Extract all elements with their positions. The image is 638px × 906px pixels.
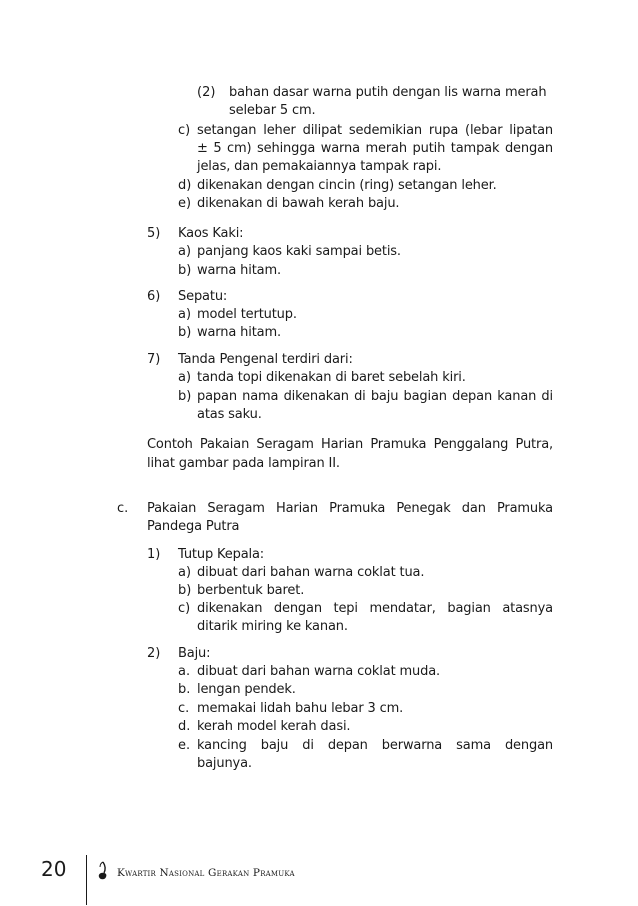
text-line: Pandega Putra bbox=[147, 519, 240, 534]
text-line: warna hitam. bbox=[197, 325, 281, 340]
text-line: dibuat dari bahan warna coklat muda. bbox=[197, 664, 440, 679]
tunas-kelapa-logo-icon bbox=[94, 860, 112, 882]
text-line: Kaos Kaki: bbox=[178, 226, 244, 241]
list-marker: d. bbox=[178, 719, 191, 734]
list-marker: c. bbox=[117, 501, 129, 516]
list-marker: 7) bbox=[147, 352, 161, 367]
text-line: atas saku. bbox=[197, 407, 262, 422]
text-line: lihat gambar pada lampiran II. bbox=[147, 456, 340, 471]
text-line: Sepatu: bbox=[178, 289, 228, 304]
list-marker: b) bbox=[178, 583, 192, 598]
page-number: 20 bbox=[41, 857, 67, 881]
text-line: model tertutup. bbox=[197, 307, 297, 322]
text-line: berbentuk baret. bbox=[197, 583, 305, 598]
text-line: kancing baju di depan berwarna sama dengan bbox=[197, 738, 553, 753]
text-line: bajunya. bbox=[197, 756, 252, 771]
text-line: papan nama dikenakan di baju bagian depan kanan di bbox=[197, 389, 553, 404]
footer-divider bbox=[86, 855, 87, 905]
list-marker: e) bbox=[178, 196, 192, 211]
text-line: selebar 5 cm. bbox=[229, 103, 316, 118]
text-line: bahan dasar warna putih dengan lis warna merah bbox=[229, 85, 547, 100]
text-line: Baju: bbox=[178, 646, 211, 661]
list-marker: b) bbox=[178, 389, 192, 404]
text-line: kerah model kerah dasi. bbox=[197, 719, 351, 734]
list-marker: 2) bbox=[147, 646, 161, 661]
list-marker: d) bbox=[178, 178, 192, 193]
list-marker: c. bbox=[178, 701, 190, 716]
text-line: panjang kaos kaki sampai betis. bbox=[197, 244, 401, 259]
text-line: memakai lidah bahu lebar 3 cm. bbox=[197, 701, 404, 716]
text-line: dikenakan di bawah kerah baju. bbox=[197, 196, 400, 211]
text-line: tanda topi dikenakan di baret sebelah kiri. bbox=[197, 370, 466, 385]
text-line: jelas, dan pemakaiannya tampak rapi. bbox=[197, 159, 442, 174]
list-marker: 5) bbox=[147, 226, 161, 241]
list-marker: c) bbox=[178, 123, 191, 138]
list-marker: (2) bbox=[197, 85, 216, 100]
text-line: Contoh Pakaian Seragam Harian Pramuka Penggalang Putra, bbox=[147, 437, 553, 452]
list-marker: b) bbox=[178, 325, 192, 340]
list-marker: a) bbox=[178, 565, 192, 580]
text-line: setangan leher dilipat sedemikian rupa (lebar lipatan bbox=[197, 123, 553, 138]
text-line: Tutup Kepala: bbox=[178, 547, 265, 562]
text-line: Pakaian Seragam Harian Pramuka Penegak dan Pramuka bbox=[147, 501, 553, 516]
list-marker: a) bbox=[178, 244, 192, 259]
list-marker: 6) bbox=[147, 289, 161, 304]
text-line: dikenakan dengan tepi mendatar, bagian atasnya bbox=[197, 601, 553, 616]
list-marker: b. bbox=[178, 682, 191, 697]
text-line: warna hitam. bbox=[197, 263, 281, 278]
list-marker: c) bbox=[178, 601, 191, 616]
text-line: ± 5 cm) sehingga warna merah putih tampak dengan bbox=[197, 141, 553, 156]
list-marker: e. bbox=[178, 738, 191, 753]
list-marker: b) bbox=[178, 263, 192, 278]
footer-organization: Kwartir Nasional Gerakan Pramuka bbox=[117, 867, 295, 879]
text-line: dikenakan dengan cincin (ring) setangan leher. bbox=[197, 178, 497, 193]
list-marker: a) bbox=[178, 307, 192, 322]
text-line: dibuat dari bahan warna coklat tua. bbox=[197, 565, 425, 580]
text-line: Tanda Pengenal terdiri dari: bbox=[178, 352, 353, 367]
text-line: lengan pendek. bbox=[197, 682, 296, 697]
list-marker: a. bbox=[178, 664, 191, 679]
list-marker: 1) bbox=[147, 547, 161, 562]
list-marker: a) bbox=[178, 370, 192, 385]
text-line: ditarik miring ke kanan. bbox=[197, 619, 348, 634]
